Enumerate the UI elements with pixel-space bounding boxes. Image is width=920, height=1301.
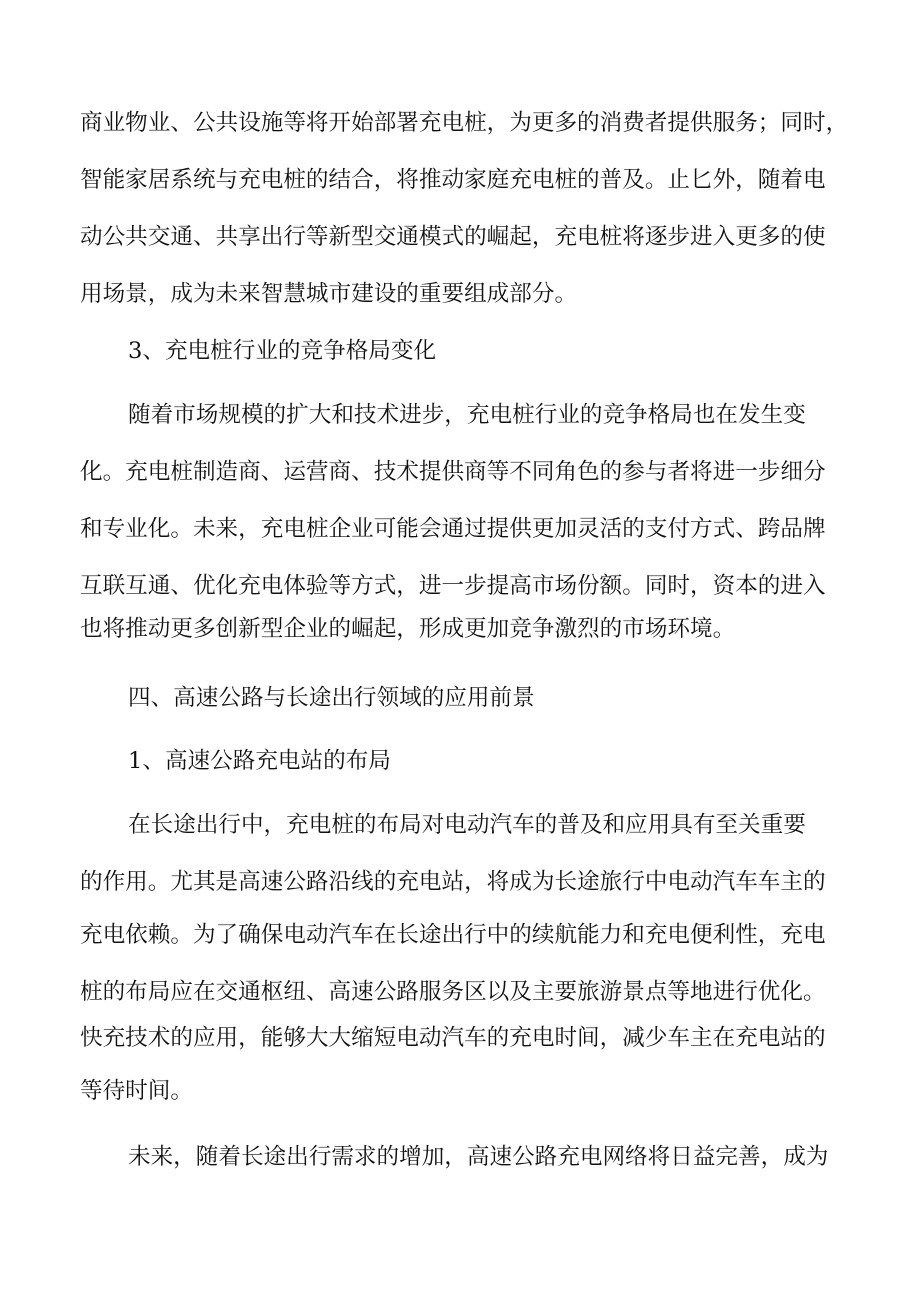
text-line: 桩的布局应在交通枢纽、高速公路服务区以及主要旅游景点等地进行优化。: [80, 979, 826, 1005]
text-line: 动公共交通、共享出行等新型交通模式的崛起，充电桩将逐步进入更多的使: [80, 224, 826, 250]
text-line: 也将推动更多创新型企业的崛起，形成更加竞争激烈的市场环境。: [80, 616, 736, 642]
text-line: 用场景，成为未来智慧城市建设的重要组成部分。: [80, 281, 578, 307]
text-line: 快充技术的应用，能够大大缩短电动汽车的充电时间，减少车主在充电站的: [80, 1025, 826, 1051]
text-line: 在长途出行中，充电桩的布局对电动汽车的普及和应用具有至关重要: [128, 812, 806, 838]
text-line: 充电依赖。为了确保电动汽车在长途出行中的续航能力和充电便利性，充电: [80, 922, 826, 948]
section-heading: 1、高速公路充电站的布局: [128, 748, 391, 774]
text-line: 未来，随着长途出行需求的增加，高速公路充电网络将日益完善，成为: [128, 1144, 829, 1170]
text-line: 随着市场规模的扩大和技术进步，充电桩行业的竞争格局也在发生变: [128, 402, 806, 428]
text-line: 互联互通、优化充电体验等方式，进一步提高市场份额。同时，资本的进入: [80, 573, 826, 599]
text-line: 等待时间。: [80, 1078, 193, 1104]
text-line: 的作用。尤其是高速公路沿线的充电站，将成为长途旅行中电动汽车车主的: [80, 869, 826, 895]
text-line: 和专业化。未来，充电桩企业可能会通过提供更加灵活的支付方式、跨品牌: [80, 516, 826, 542]
text-line: 化。充电桩制造商、运营商、技术提供商等不同角色的参与者将进一步细分: [80, 459, 826, 485]
section-heading: 3、充电桩行业的竞争格局变化: [128, 338, 437, 364]
text-line: 商业物业、公共设施等将开始部署充电桩，为更多的消费者提供服务；同时，: [80, 110, 849, 136]
chapter-heading: 四、高速公路与长途出行领域的应用前景: [128, 685, 535, 711]
text-line: 智能家居系统与充电桩的结合，将推动家庭充电桩的普及。止匕外，随着电: [80, 167, 826, 193]
